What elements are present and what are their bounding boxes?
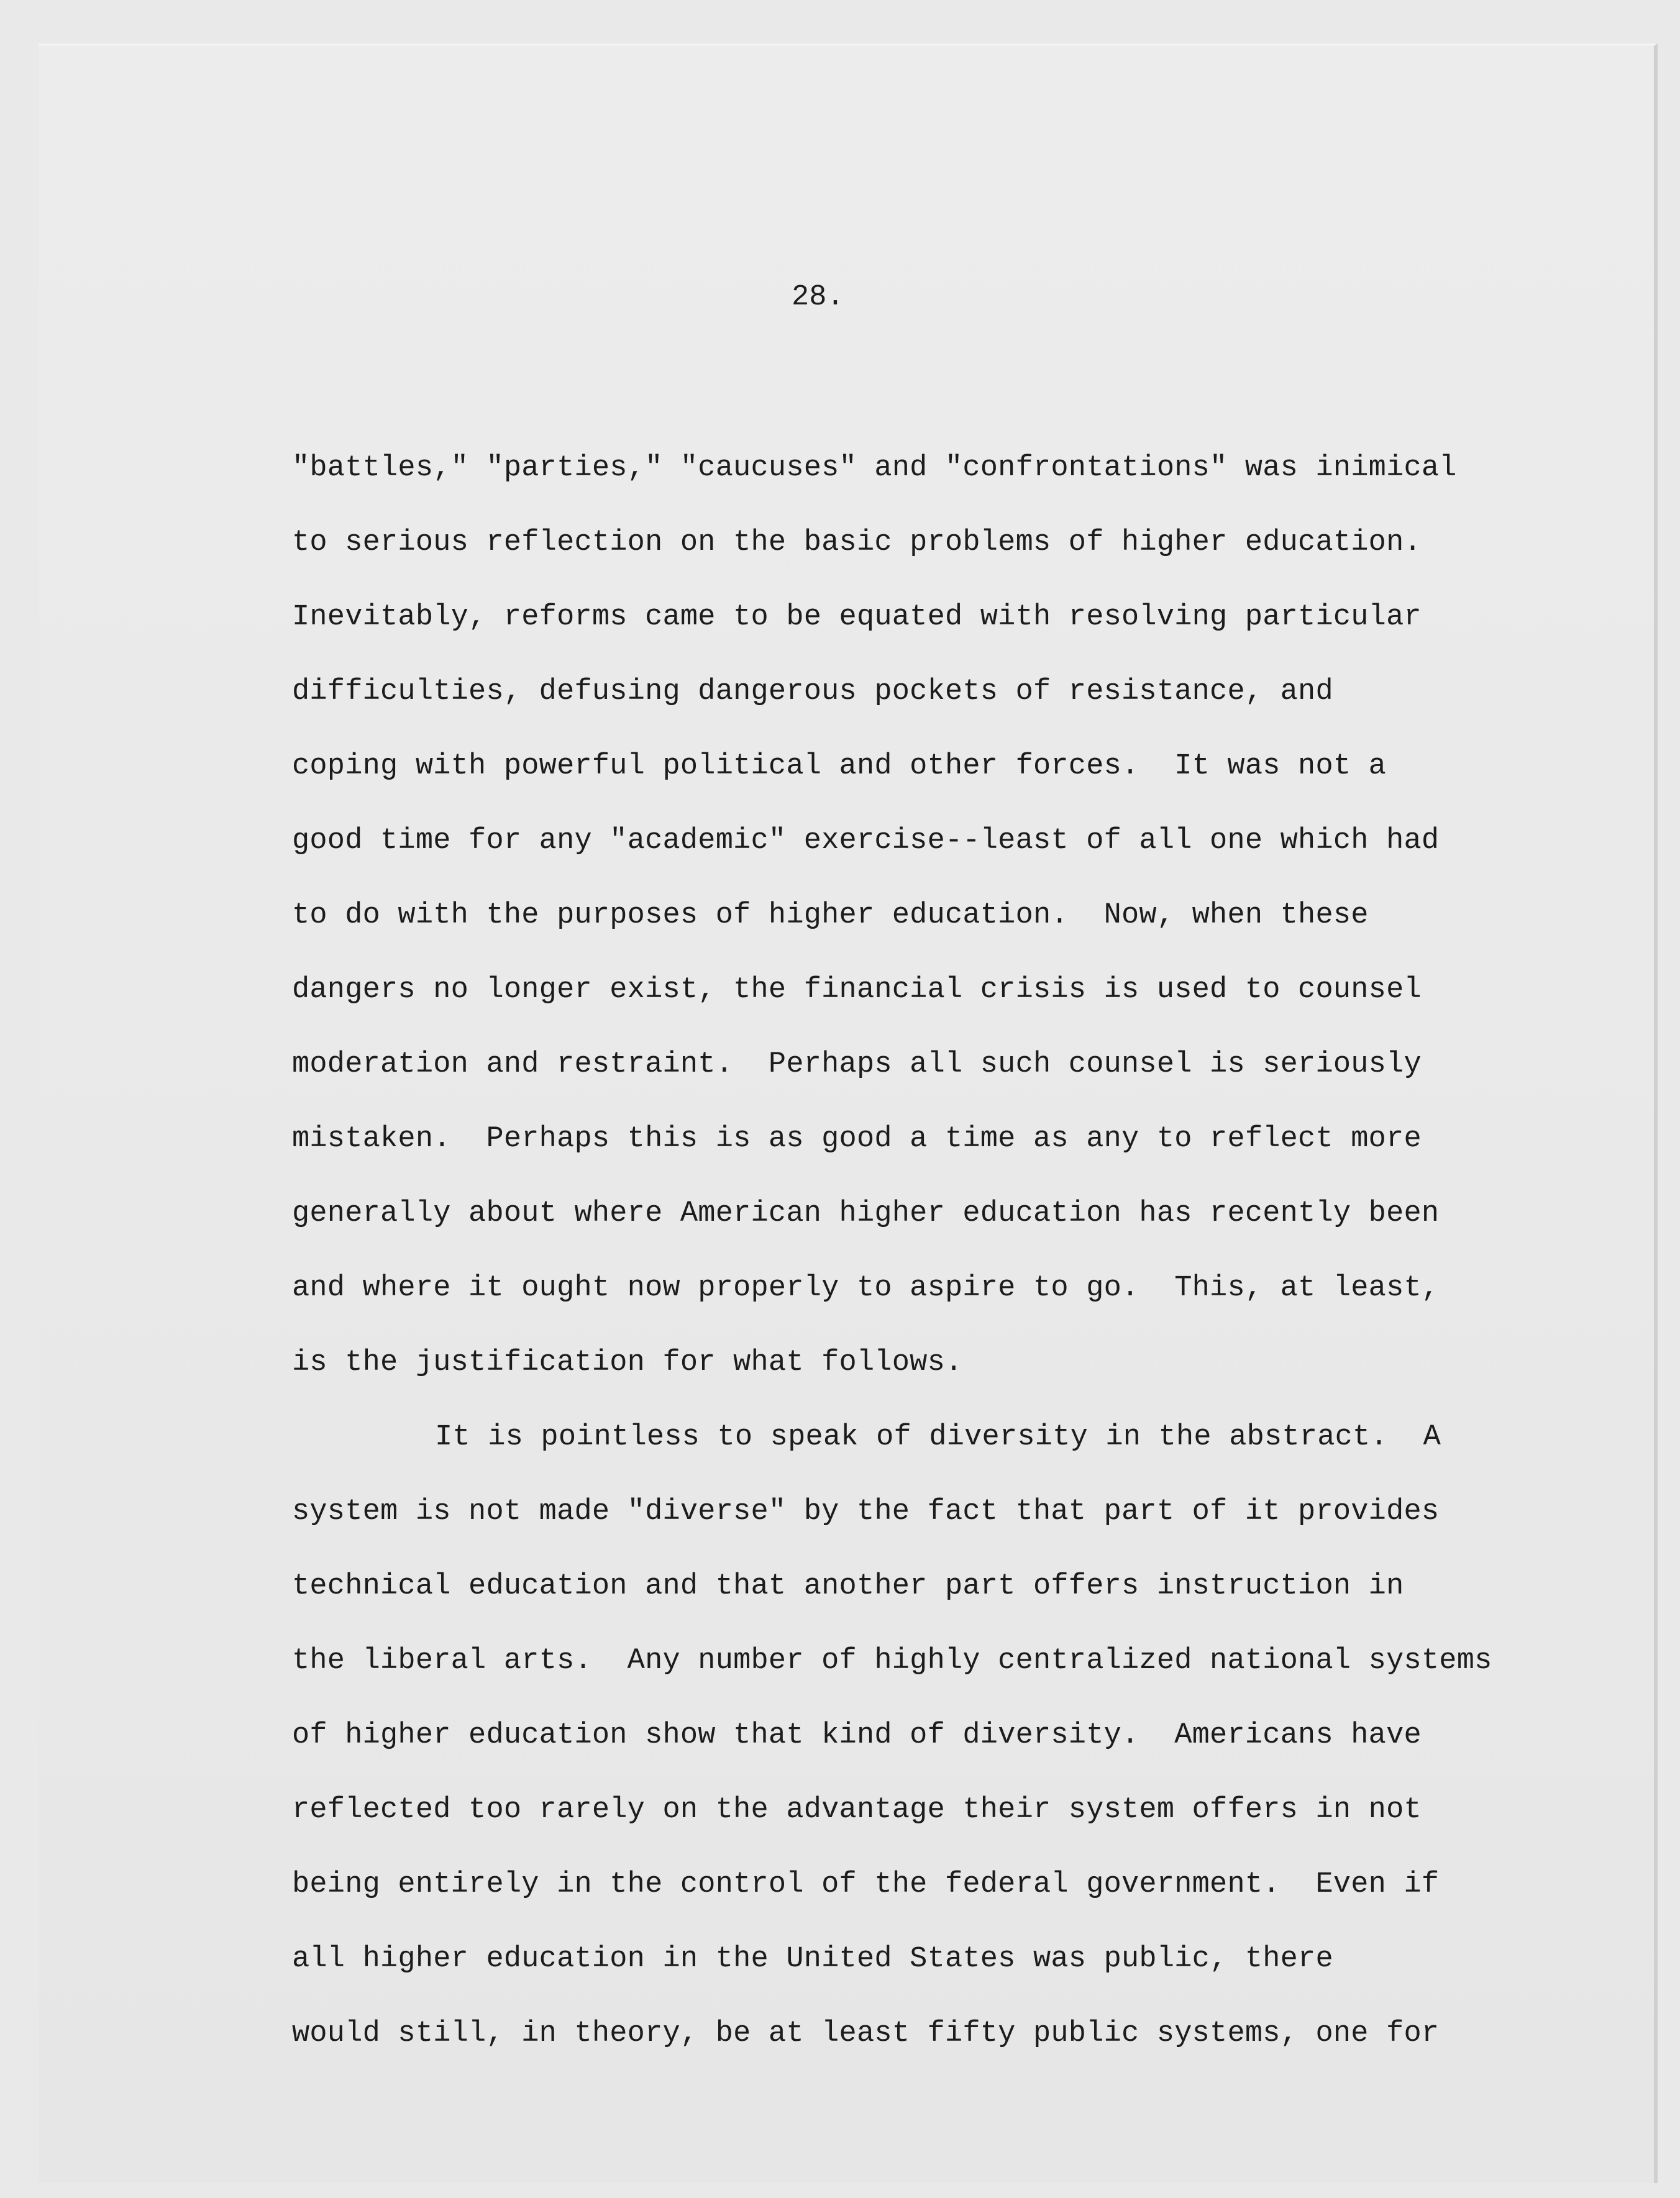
text-line: system is not made "diverse" by the fact that part of it provides bbox=[292, 1495, 1440, 1528]
text-line: technical education and that another part offers instruction in bbox=[292, 1570, 1404, 1603]
text-line: and where it ought now properly to aspire to go. This, at least, bbox=[292, 1272, 1440, 1305]
text-line: would still, in theory, be at least fifty public systems, one for bbox=[292, 2017, 1440, 2050]
text-line: to do with the purposes of higher education. Now, when these bbox=[292, 899, 1369, 932]
text-line: generally about where American higher education has recently been bbox=[292, 1197, 1440, 1230]
body-text bbox=[292, 431, 1628, 2071]
document-page bbox=[39, 43, 1658, 2183]
text-line: the liberal arts. Any number of highly centralized national systems bbox=[292, 1644, 1492, 1677]
text-line: difficulties, defusing dangerous pockets of resistance, and bbox=[292, 675, 1333, 708]
text-line: reflected too rarely on the advantage their system offers in not bbox=[292, 1794, 1422, 1826]
text-line: is the justification for what follows. bbox=[292, 1346, 963, 1379]
text-line: of higher education show that kind of diversity. Americans have bbox=[292, 1719, 1422, 1752]
text-line: mistaken. Perhaps this is as good a time as any to reflect more bbox=[292, 1123, 1422, 1156]
text-line: Inevitably, reforms came to be equated with resolving particular bbox=[292, 601, 1422, 634]
text-line: coping with powerful political and other forces. It was not a bbox=[292, 750, 1387, 783]
text-line: "battles," "parties," "caucuses" and "confrontations" was inimical bbox=[292, 452, 1457, 485]
paragraph-first-line: It is pointless to speak of diversity in the abstract. A bbox=[435, 1421, 1441, 1454]
text-line: to serious reflection on the basic problems of higher education. bbox=[292, 526, 1422, 559]
text-line: moderation and restraint. Perhaps all such counsel is seriously bbox=[292, 1048, 1422, 1081]
page-number: 28. bbox=[792, 281, 844, 314]
text-line: being entirely in the control of the federal government. Even if bbox=[292, 1868, 1440, 1901]
text-line: good time for any "academic" exercise--least of all one which had bbox=[292, 824, 1440, 857]
text-line: all higher education in the United States was public, there bbox=[292, 1943, 1333, 1976]
text-line: dangers no longer exist, the financial crisis is used to counsel bbox=[292, 974, 1422, 1006]
